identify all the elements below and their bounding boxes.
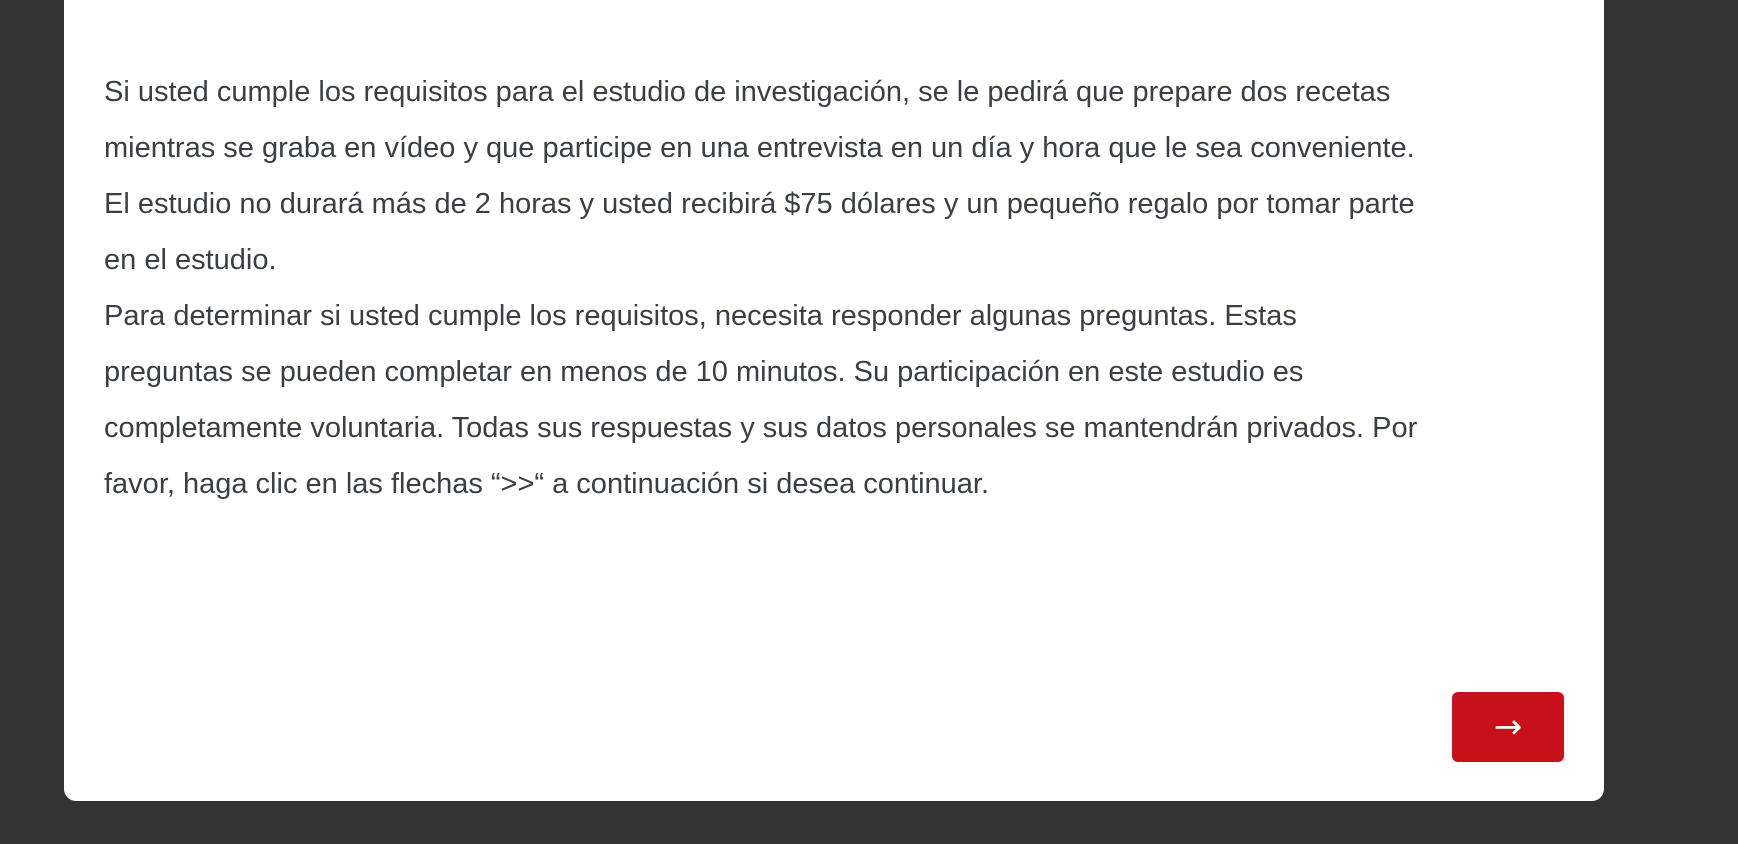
intro-line: El estudio no durará más de 2 horas y usted recibirá $75 dólares y un pequeño regalo por tomar parte: [104, 188, 1415, 220]
intro-line: preguntas se pueden completar en menos de 10 minutos. Su participación en este estudio es: [104, 356, 1304, 388]
next-button[interactable]: [1452, 692, 1564, 762]
arrow-right-icon: →: [1493, 707, 1523, 747]
intro-line: completamente voluntaria. Todas sus respuestas y sus datos personales se mantendrán privados. Por: [104, 412, 1418, 444]
intro-line: mientras se graba en vídeo y que participe en una entrevista en un día y hora que le sea conveniente.: [104, 132, 1415, 164]
survey-card: [64, 0, 1604, 801]
intro-text: [104, 64, 1574, 512]
intro-line: favor, haga clic en las flechas “>>“ a continuación si desea continuar.: [104, 468, 990, 500]
intro-line: Para determinar si usted cumple los requisitos, necesita responder algunas preguntas. Estas: [104, 300, 1297, 332]
intro-line: en el estudio.: [104, 244, 277, 276]
intro-line: Si usted cumple los requisitos para el estudio de investigación, se le pedirá que prepare dos recetas: [104, 76, 1391, 108]
